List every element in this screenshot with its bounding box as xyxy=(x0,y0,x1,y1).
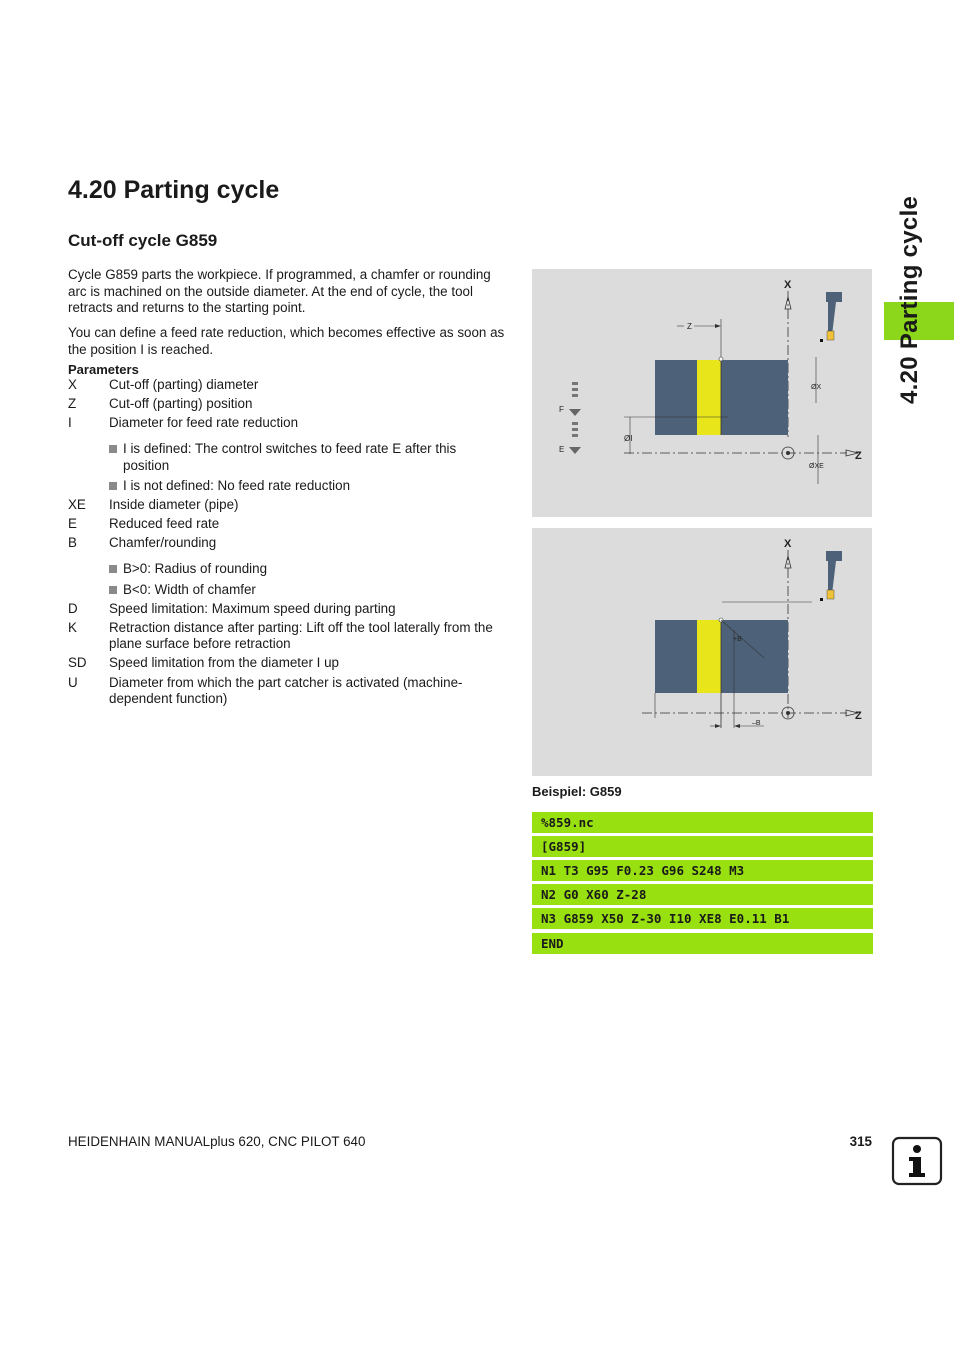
param-key: Z xyxy=(68,396,77,411)
param-desc: Inside diameter (pipe) xyxy=(109,497,239,512)
code-line xyxy=(532,836,873,857)
bullet-i-undefined xyxy=(109,478,509,495)
figure-parting-chamfer xyxy=(532,528,872,776)
bullet-i-defined xyxy=(109,441,509,473)
param-key: B xyxy=(68,535,77,550)
bullet-text: I is not defined: No feed rate reduction xyxy=(123,478,351,493)
bullet-b-positive xyxy=(109,561,509,578)
feed-e-label: E xyxy=(559,445,565,454)
code-text: %859.nc xyxy=(541,815,594,830)
bullet-square-icon xyxy=(109,565,117,573)
code-line xyxy=(532,812,873,833)
minus-b-label: –B xyxy=(752,720,761,727)
code-text: N3 G859 X50 Z-30 I10 XE8 E0.11 B1 xyxy=(541,911,790,926)
code-text: END xyxy=(541,936,564,951)
x-axis-label: X xyxy=(784,279,792,291)
z-axis-label: Z xyxy=(855,710,862,722)
parameters-heading: Parameters xyxy=(68,362,139,377)
dia-i-label: ØI xyxy=(624,434,633,443)
section-title: 4.20 Parting cycle xyxy=(68,176,280,204)
subsection-title: Cut-off cycle G859 xyxy=(68,231,218,250)
z-axis-label: Z xyxy=(855,450,862,462)
param-key: X xyxy=(68,377,77,392)
bullet-square-icon xyxy=(109,482,117,490)
side-tab-label: 4.20 Parting cycle xyxy=(896,195,923,404)
dia-xe-label: ØXE xyxy=(809,463,824,470)
param-desc: Cut-off (parting) diameter xyxy=(109,377,259,392)
param-desc: Reduced feed rate xyxy=(109,516,220,531)
figure-1-drawing xyxy=(532,269,872,517)
param-desc: Chamfer/rounding xyxy=(109,535,217,550)
bullet-text: B>0: Radius of rounding xyxy=(123,561,268,576)
param-key: E xyxy=(68,516,77,531)
bullet-text: B<0: Width of chamfer xyxy=(123,582,256,597)
param-key: I xyxy=(68,415,72,430)
code-text: N2 G0 X60 Z-28 xyxy=(541,887,647,902)
bullet-text: I is defined: The control switches to feed rate E after this position xyxy=(123,441,457,473)
figure-parting-feed-reduction xyxy=(532,269,872,517)
param-desc: Diameter for feed rate reduction xyxy=(109,415,299,430)
feed-f-label: F xyxy=(559,405,564,414)
code-text: N1 T3 G95 F0.23 G96 S248 M3 xyxy=(541,863,745,878)
plus-b-label: +B xyxy=(733,636,742,643)
figure-2-drawing xyxy=(532,528,872,776)
dia-x-label: ØX xyxy=(811,384,822,391)
param-desc: Diameter from which the part catcher is activated (machine-dependent function) xyxy=(109,675,463,707)
code-line xyxy=(532,908,873,929)
code-line xyxy=(532,860,873,881)
footer-text: HEIDENHAIN MANUALplus 620, CNC PILOT 640 xyxy=(68,1134,366,1149)
param-key: D xyxy=(68,601,78,616)
example-label: Beispiel: G859 xyxy=(532,784,622,799)
z-dim-label: Z xyxy=(687,322,692,331)
bullet-b-negative xyxy=(109,582,509,599)
x-axis-label: X xyxy=(784,538,792,550)
param-desc: Retraction distance after parting: Lift off the tool laterally from the plane surface before retraction xyxy=(109,620,493,652)
code-text: [G859] xyxy=(541,839,587,854)
param-key: K xyxy=(68,620,77,635)
page-number: 315 xyxy=(849,1134,872,1149)
info-icon xyxy=(891,1136,943,1186)
param-key: U xyxy=(68,675,78,690)
bullet-square-icon xyxy=(109,445,117,453)
bullet-square-icon xyxy=(109,586,117,594)
param-desc: Speed limitation from the diameter I up xyxy=(109,655,339,670)
intro-paragraph-1: Cycle G859 parts the workpiece. If programmed, a chamfer or rounding arc is machined on the outside diameter. At the end of cycle, the tool retracts and returns to the starting point. xyxy=(68,267,491,315)
param-desc: Speed limitation: Maximum speed during parting xyxy=(109,601,396,616)
code-line xyxy=(532,884,873,905)
param-desc: Cut-off (parting) position xyxy=(109,396,253,411)
code-line xyxy=(532,933,873,954)
intro-paragraph-2: You can define a feed rate reduction, which becomes effective as soon as the position I is reached. xyxy=(68,325,505,357)
param-key: XE xyxy=(68,497,86,512)
param-key: SD xyxy=(68,655,87,670)
